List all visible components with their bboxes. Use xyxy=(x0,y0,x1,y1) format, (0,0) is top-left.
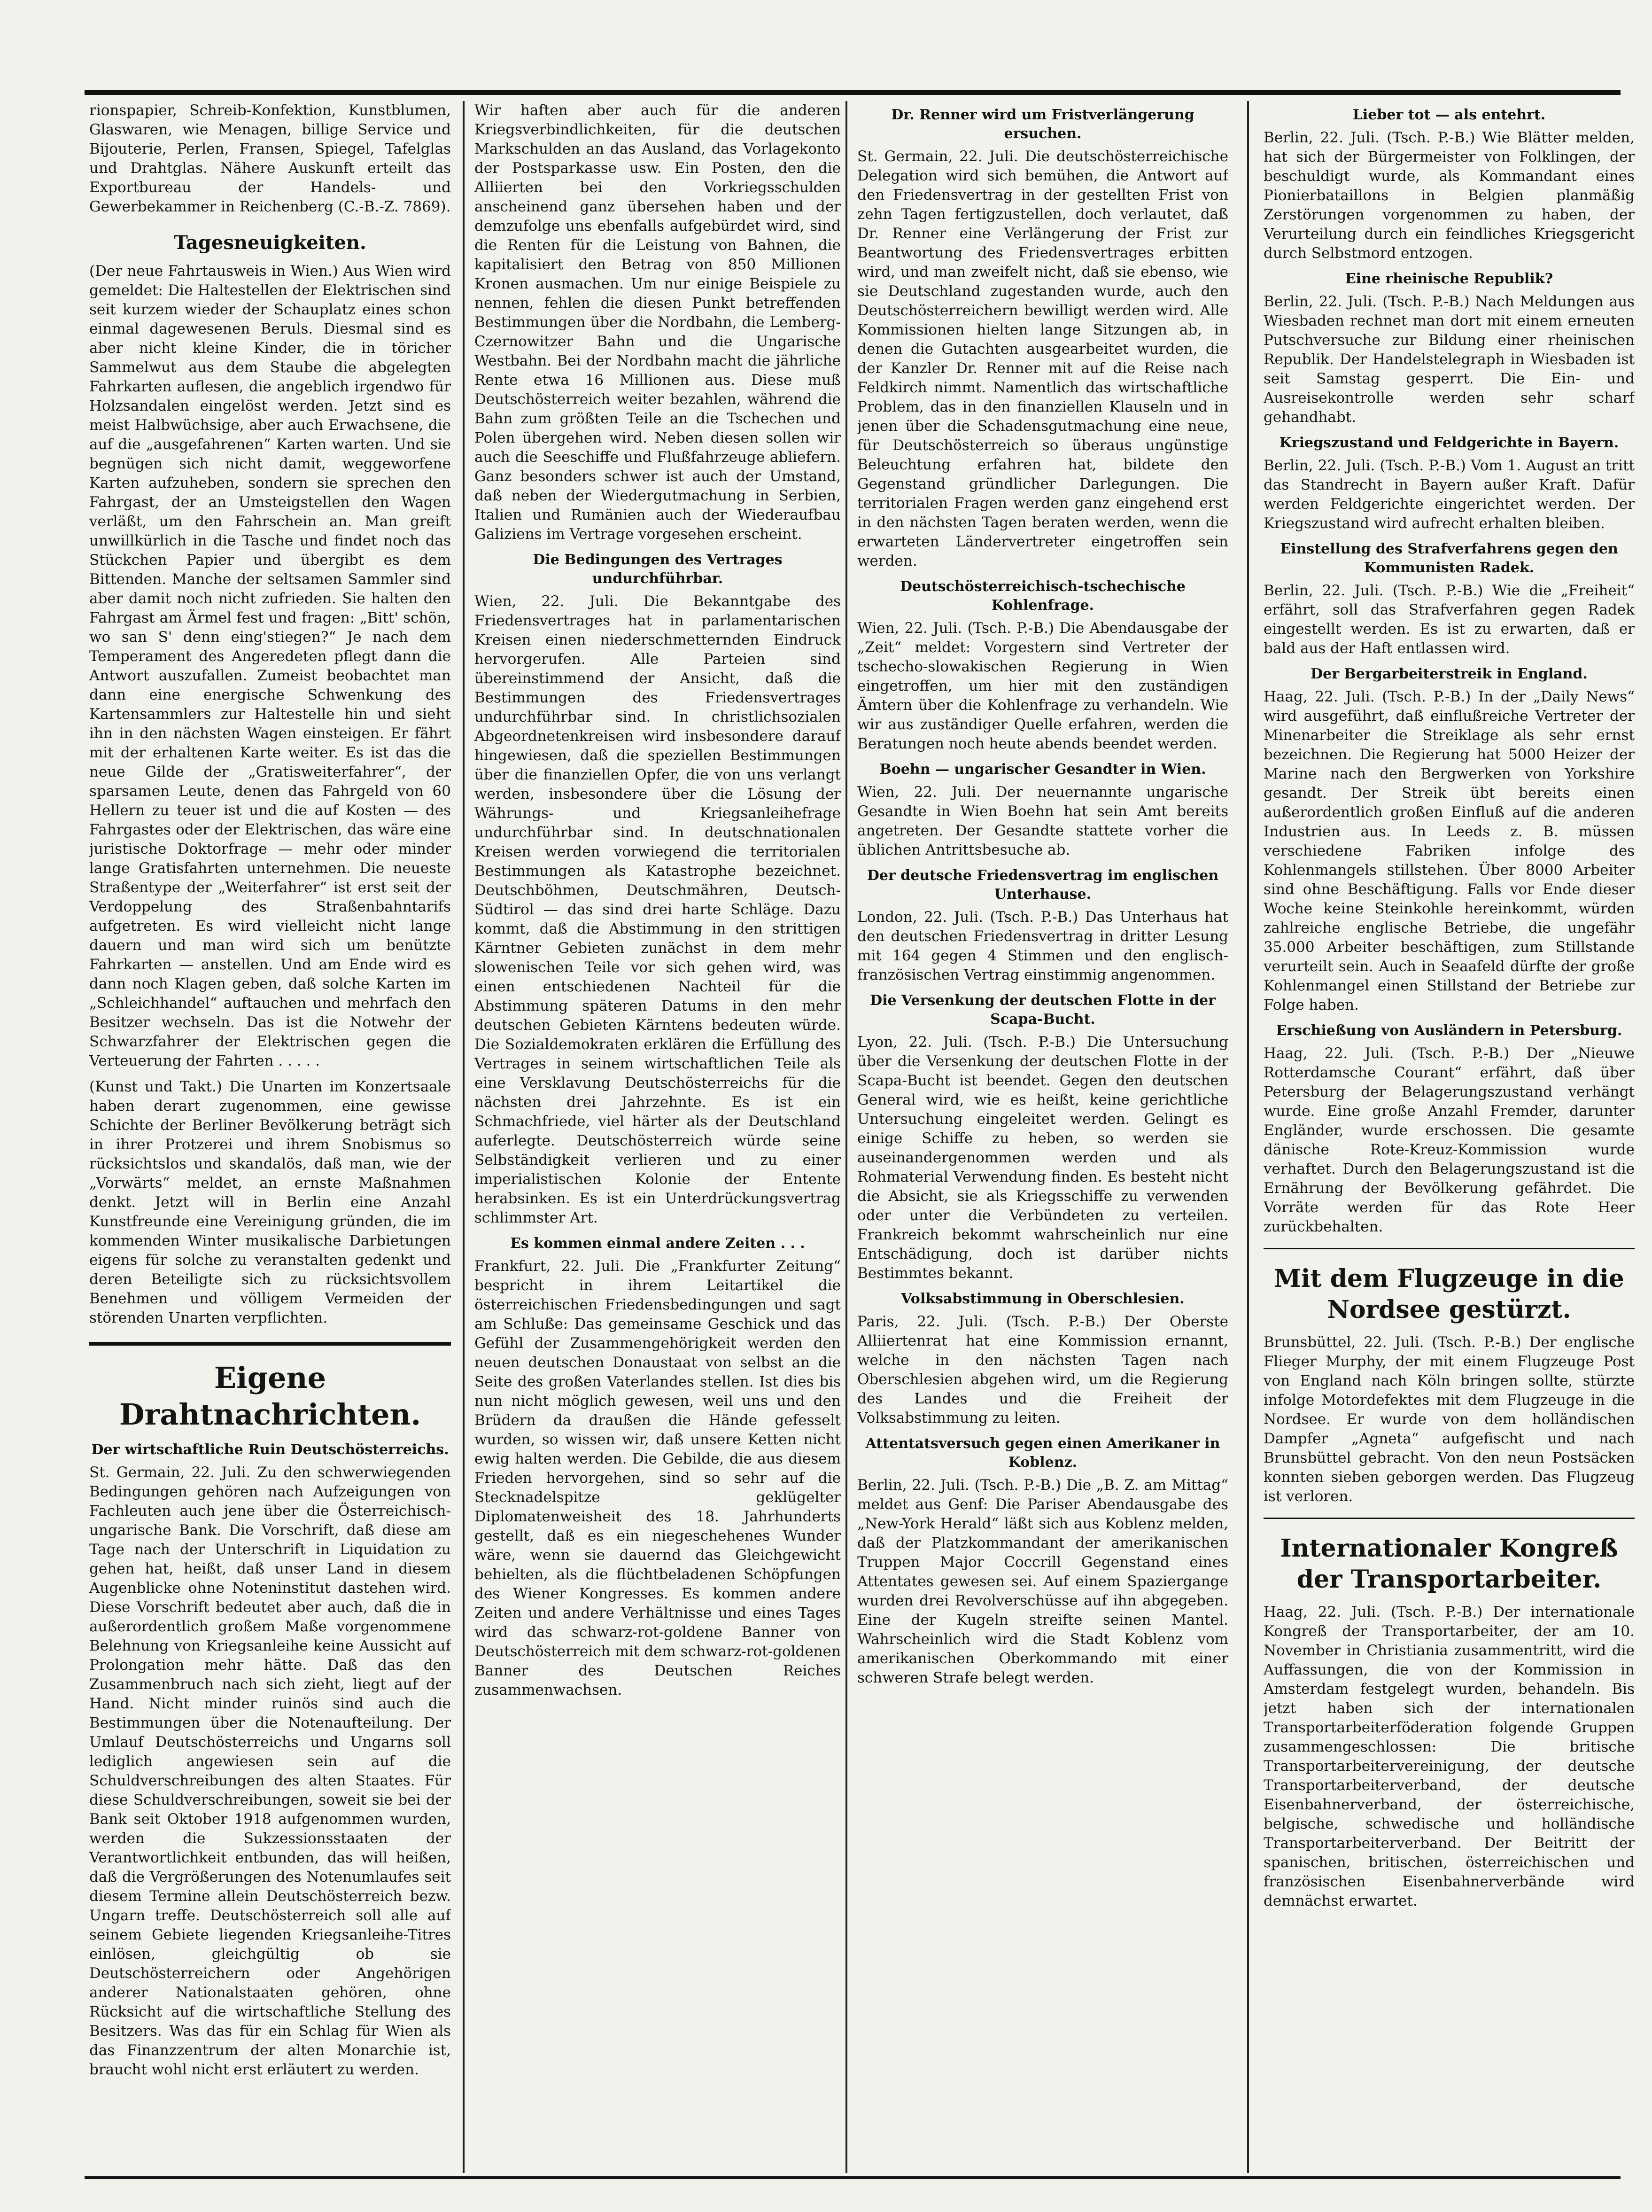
article-paragraph: Brunsbüttel, 22. Juli. (Tsch. P.-B.) Der englische Flieger Murphy, der mit einem Flugzeuge Post von England nach Köln bringen sollte, stürzte infolge Motordefektes mit dem Flugzeuge in die Nordsee. Er wurde von dem holländischen Dampfer „Agneta“ aufgefischt und nach Brunsbüttel gebracht. Von den neun Postsäcken konnten sieben geborgen werden. Das Flugzeug ist verloren. xyxy=(1264,1334,1635,1505)
article-paragraph: Wien, 22. Juli. Die Bekanntgabe des Friedensvertrages hat in parlamentarischen Kreisen einen niederschmetternden Eindruck hervorgerufen. Alle Parteien sind übereinstimmend der Ansicht, daß die Bestimmungen des Friedensvertrages undurchführbar sind. In christlichsozialen Abgeordnetenkreisen wird insbesondere darauf hingewiesen, daß die speziellen Bestimmungen über die finanziellen Opfer, die von uns verlangt werden, insbesondere über die Lösung der Währungs- und Kriegsanleihefrage undurchführbar sind. In deutschnationalen Kreisen werden vorwiegend die territorialen Bestimmungen als Katastrophe bezeichnet. Deutschböhmen, Deutschmähren, Deutsch-Südtirol — das sind drei harte Schläge. Dazu kommt, daß die Abstimmung in den strittigen Kärntner Gebieten zunächst in dem mehr slowenischen Teile vor sich gehen wird, was einen entschiedenen Nachteil für die Abstimmung späteren Datums in den mehr deutschen Gebieten Kärntens bedeuten würde. Die Sozialdemokraten erklären die Erfüllung des Vertrages in seinem wirtschaftlichen Teile als eine Versklavung Deutschösterreichs für die nächsten drei Jahrzehnte. Es ist ein Schmachfriede, viel härter als der Deutschland auferlegte. Deutschösterreich würde seine Selbständigkeit verlieren und zu einer imperialistischen Kolonie der Entente herabsinken. Es ist ein Unterdrückungsvertrag schlimmster Art. xyxy=(474,593,841,1226)
column-2 xyxy=(474,101,841,2173)
article-headline: Lieber tot — als entehrt. xyxy=(1352,107,1546,123)
article-headline: Der deutsche Friedensvertrag im englischen Unterhause. xyxy=(867,867,1219,903)
article-headline: Volksabstimmung in Oberschlesien. xyxy=(901,1291,1185,1307)
article-paragraph: Wien, 22. Juli. (Tsch. P.-B.) Die Abendausgabe der „Zeit“ meldet: Vorgestern sind Vertreter der tschecho-slowakischen Regierung in Wien eingetroffen, um hier mit den zuständigen Ämtern über die Kohlenfrage zu verhandeln. Wie wir aus zuständiger Quelle erfahren, werden die Beratungen noch heute abends beendet werden. xyxy=(857,620,1228,752)
section-heading: Eigene Drahtnachrichten. xyxy=(119,1361,421,1432)
bottom-rule xyxy=(85,2176,1621,2179)
article-headline: Dr. Renner wird um Fristverlängerung ersuchen. xyxy=(891,107,1194,142)
article-paragraph: Paris, 22. Juli. (Tsch. P.-B.) Der Oberste Alliiertenrat hat eine Kommission ernannt, welche in den nächsten Tagen nach Oberschlesien abgehen wird, um die Regierung des Landes und die Freiheit der Volksabstimmung zu leiten. xyxy=(857,1313,1228,1426)
article-paragraph: Berlin, 22. Juli. (Tsch. P.-B.) Wie Blätter melden, hat sich der Bürgermeister von Folklingen, der beschuldigt wurde, als Kommandant eines Pionierbataillons in Belgien planmäßig Zerstörungen vorgenommen zu haben, der Verurteilung durch ein feindliches Kriegsgericht durch Selbstmord entzogen. xyxy=(1264,129,1635,262)
article-headline: Eine rheinische Republik? xyxy=(1345,271,1553,287)
top-rule xyxy=(85,90,1621,95)
column-1 xyxy=(89,101,451,2173)
article-paragraph: Berlin, 22. Juli. (Tsch. P.-B.) Die „B. Z. am Mittag“ meldet aus Genf: Die Pariser Abendausgabe des „New-York Herald“ läßt sich aus Koblenz melden, daß der Platzkommandant der amerikanischen Truppen Major Coccrill Gegenstand eines Attentates gewesen sei. Auf einem Spaziergange wurden drei Revolverschüsse auf ihn abgegeben. Eine der Kugeln streifte seinen Mantel. Wahrscheinlich wird die Stadt Koblenz vom amerikanischen Oberkommando mit einer schweren Strafe belegt werden. xyxy=(857,1477,1228,1686)
article-paragraph: Haag, 22. Juli. (Tsch. P.-B.) In der „Daily News“ wird ausgeführt, daß einflußreiche Vertreter der Minenarbeiter die Streiklage als sehr ernst bezeichnen. Die Regierung hat 5000 Heizer der Marine nach den Bergwerken von Yorkshire gesandt. Der Streik übt bereits einen außerordentlich großen Einfluß auf die anderen Industrien aus. In Leeds z. B. müssen verschiedene Fabriken infolge des Kohlenmangels stillstehen. Über 8000 Arbeiter sind ohne Beschäftigung. Falls vor Ende dieser Woche keine Steinkohle hereinkommt, würden zahlreiche englische Betriebe, die ungefähr 35.000 Arbeiter beschäftigen, zum Stillstande verurteilt sein. Auch in Seaafeld dürfte der große Kohlenmangel einen Stillstand der Betriebe zur Folge haben. xyxy=(1264,688,1635,1013)
article-headline: Boehn — ungarischer Gesandter in Wien. xyxy=(879,761,1206,778)
section-heading: Mit dem Flugzeuge in die Nordsee gestürzt. xyxy=(1274,1264,1624,1324)
article-headline: Einstellung des Strafverfahrens gegen den Kommunisten Radek. xyxy=(1280,541,1618,576)
article-paragraph: Wir haften aber auch für die anderen Kriegsverbindlichkeiten, für die deutschen Markschulden an das Ausland, das Vorlagekonto der Postsparkasse usw. Ein Posten, den die Alliierten bei den Vorkriegsschulden anscheinend ganz übersehen haben und der demzufolge uns ebenfalls aufgebürdet wird, sind die Renten für die Leistung von Bahnen, die kapitalisiert den Betrag von 850 Millionen Kronen ausmachen. Um nur einige Beispiele zu nennen, fehlen die diesen Punkt betreffenden Bestimmungen über die Nordbahn, die Lemberg-Czernowitzer Bahn und die Ungarische Westbahn. Bei der Nordbahn macht die jährliche Rente etwa 16 Millionen aus. Diese muß Deutschösterreich weiter bezahlen, während die Bahn zum größten Teile an die Tschechen und Polen übergehen wird. Neben diesen sollen wir auch die Seeschiffe und Flußfahrzeuge abliefern. Ganz besonders schwer ist auch der Umstand, daß neben der Wiedergutmachung in Serbien, Italien und Rumänien auch der Wiederaufbau Galiziens im Vertrage vorgesehen erscheint. xyxy=(474,102,841,543)
article-paragraph: Lyon, 22. Juli. (Tsch. P.-B.) Die Untersuchung über die Versenkung der deutschen Flotte in der Scapa-Bucht ist beendet. Gegen den deutschen General wird, wie es heißt, keine gerichtliche Untersuchung eingeleitet werden. Gelingt es einige Schiffe zu heben, so werden sie auseinandergenommen werden und als Rohmaterial Verwendung finden. Es besteht nicht die Absicht, sie als Kriegsschiffe zu verwenden oder unter die Verbündeten zu verteilen. Frankreich bekommt wahrscheinlich nur eine Entschädigung, doch ist darüber nichts Bestimmtes bekannt. xyxy=(857,1034,1228,1282)
article-headline: Der wirtschaftliche Ruin Deutschösterreichs. xyxy=(91,1441,449,1458)
column-divider xyxy=(463,101,465,2173)
article-paragraph: Berlin, 22. Juli. (Tsch. P.-B.) Vom 1. August an tritt das Standrecht in Bayern außer Kraft. Dafür werden Feldgerichte eingerichtet werden. Der Kriegszustand wird aufrecht erhalten bleiben. xyxy=(1264,457,1635,532)
section-rule xyxy=(1264,1248,1635,1249)
section-rule xyxy=(1264,1518,1635,1519)
article-headline: Der Bergarbeiterstreik in England. xyxy=(1311,666,1588,682)
column-divider xyxy=(1247,101,1249,2173)
column-3 xyxy=(857,101,1228,2173)
article-paragraph: Berlin, 22. Juli. (Tsch. P.-B.) Nach Meldungen aus Wiesbaden rechnet man dort mit einem erneuten Putschversuche zur Bildung einer rheinischen Republik. Der Handelstelegraph in Wiesbaden ist seit Samstag gesperrt. Die Ein- und Ausreisekontrolle werden sehr scharf gehandhabt. xyxy=(1264,293,1635,426)
section-rule xyxy=(89,1342,451,1346)
column-divider xyxy=(845,101,847,2173)
article-headline: Die Versenkung der deutschen Flotte in der Scapa-Bucht. xyxy=(870,992,1216,1028)
article-paragraph: Berlin, 22. Juli. (Tsch. P.-B.) Wie die „Freiheit“ erfährt, soll das Strafverfahren gegen Radek eingestellt werden. Es ist zu erwarten, daß er bald aus der Haft entlassen wird. xyxy=(1264,582,1635,657)
article-paragraph: (Der neue Fahrtausweis in Wien.) Aus Wien wird gemeldet: Die Haltestellen der Elektrischen sind seit kurzem wieder der Schauplatz eines schon einmal dagewesenen Beruls. Diesmal sind es aber nicht kleine Kinder, die in töricher Sammelwut aus dem Staube die abgelegten Fahrkarten auflesen, die angeblich irgendwo für Holzsandalen eingelöst werden. Jetzt sind es meist Halbwüchsige, aber auch Erwachsene, die auf die „ausgefahrenen“ Karten warten. Und sie begnügen sich nicht damit, weggeworfene Karten aufzuheben, sondern sie sprechen den Fahrgast, der an Umsteigstellen den Wagen verläßt, um den Fahrschein an. Man greift unwillkürlich in die Tasche und findet noch das Stückchen Papier und übergibt es dem Bittenden. Manche der seltsamen Sammler sind aber damit noch nicht zufrieden. Sie halten den Fahrgast am Ärmel fest und fragen: „Bitt' schön, wo san S' denn eing'stiegen?“ Je nach dem Temperament des Angeredeten pflegt dann die Antwort auszufallen. Zumeist beobachtet man dann eine energische Schwenkung des Kartensammlers zur Haltestelle hin und sieht ihn in den nächsten Wagen einsteigen. Er fährt mit der erhaltenen Karte weiter. Es ist das die neue Gilde der „Gratisweiterfahrer“, der sparsamen Leute, denen das Fahrgeld von 60 Hellern zu teuer ist und die auf Kosten — des Fahrgastes oder der Elektrischen, das wäre eine juristische Doktorfrage — mehr oder minder lange Gratisfahrten unternehmen. Die neueste Straßentype der „Weiterfahrer“ ist erst seit der Verdoppelung des Straßenbahntarifs aufgetreten. Es wird vielleicht nicht lange dauern und man wird sich um benützte Fahrkarten — anstellen. Und am Ende wird es dann noch Klagen geben, daß solche Karten im „Schleichhandel“ auftauchen und mehrfach den Besitzer wechseln. Das ist die Notwehr der Schwarzfahrer der Elektrischen gegen die Verteuerung der Fahrten . . . . . xyxy=(89,263,451,1069)
article-headline: Erschießung von Ausländern in Petersburg. xyxy=(1276,1022,1622,1039)
article-paragraph: Wien, 22. Juli. Der neuernannte ungarische Gesandte in Wien Boehn hat sein Amt bereits angetreten. Der Gesandte stattete vorher die üblichen Antrittsbesuche ab. xyxy=(857,784,1228,858)
section-heading: Tagesneuigkeiten. xyxy=(174,232,366,254)
article-paragraph: Haag, 22. Juli. (Tsch. P.-B.) Der internationale Kongreß der Transportarbeiter, der am 10. November in Christiania zusammentritt, wird die Auffassungen, die von der Kommission in Amsterdam festgelegt wurden, behandeln. Bis jetzt haben sich der internationalen Transportarbeiterföderation folgende Gruppen zusammengeschlossen: Die britische Transportarbeitervereinigung, der deutsche Transportarbeiterverband, der deutsche Eisenbahnerverband, der österreichische, belgische, schwedische und holländische Transportarbeiterverband. Der Beitritt der spanischen, britischen, österreichischen und französischen Eisenbahnerverbände wird demnächst erwartet. xyxy=(1264,1604,1635,1909)
section-heading: Internationaler Kongreß der Transportarbeiter. xyxy=(1280,1534,1618,1594)
article-paragraph: Haag, 22. Juli. (Tsch. P.-B.) Der „Nieuwe Rotterdamsche Courant“ erfährt, daß über Petersburg der Belagerungszustand verhängt wurde. Eine große Anzahl Fremder, darunter Engländer, wurde erschossen. Die gesamte dänische Rote-Kreuz-Kommission wurde verhaftet. Durch den Belagerungszustand ist die Ernährung der Bevölkerung gefährdet. Die Vorräte werden für das Rote Heer zurückbehalten. xyxy=(1264,1045,1635,1235)
article-headline: Es kommen einmal andere Zeiten . . . xyxy=(510,1235,805,1252)
article-headline: Kriegszustand und Feldgerichte in Bayern. xyxy=(1279,435,1619,451)
column-4 xyxy=(1264,101,1635,2173)
article-paragraph: St. Germain, 22. Juli. Die deutschösterreichische Delegation wird sich bemühen, die Antwort auf den Friedensvertrag in der gestellten Frist von zehn Tagen fertigzustellen, doch verlautet, daß Dr. Renner eine Verlängerung der Frist zur Beantwortung des Friedensvertrages erbitten wird, und man zweifelt nicht, daß sie ebenso, wie sie Deutschland zugestanden wurde, auch den Deutschösterreichern bewilligt werden wird. Alle Kommissionen hielten lange Sitzungen ab, in denen die Gutachten ausgearbeitet wurden, die der Kanzler Dr. Renner mit auf die Reise nach Feldkirch nimmt. Namentlich das wirtschaftliche Problem, das in den finanziellen Klauseln und in jenen über die Schadensgutmachung eine neue, für Deutschösterreich so überaus ungünstige Beleuchtung erfahren hat, bildete den Gegenstand gründlicher Darlegungen. Die territorialen Fragen werden ganz eingehend erst in den nächsten Tagen beraten werden, wenn die erwarteten Ländervertreter eingetroffen sein werden. xyxy=(857,148,1228,569)
article-headline: Attentatsversuch gegen einen Amerikaner in Koblenz. xyxy=(865,1435,1220,1471)
article-headline: Deutschösterreichisch-tschechische Kohlenfrage. xyxy=(900,578,1186,614)
article-paragraph: (Kunst und Takt.) Die Unarten im Konzertsaale haben derart zugenommen, eine gewisse Schichte der Berliner Bevölkerung beträgt sich in ihrer Protzerei und ihrem Snobismus so rücksichtslos und skandalös, daß man, wie der „Vorwärts“ meldet, an ernste Maßnahmen denkt. Jetzt will in Berlin eine Anzahl Kunstfreunde eine Vereinigung gründen, die im kommenden Winter musikalische Darbietungen eigens für solche zu veranstalten gedenkt und deren Beteiligte sich zu rücksichtsvollem Benehmen und völligem Vermeiden der störenden Unarten verpflichten. xyxy=(89,1078,451,1326)
article-paragraph: London, 22. Juli. (Tsch. P.-B.) Das Unterhaus hat den deutschen Friedensvertrag in dritter Lesung mit 164 gegen 4 Stimmen und den englisch-französischen Vertrag einstimmig angenommen. xyxy=(857,909,1228,983)
article-headline: Die Bedingungen des Vertrages undurchführbar. xyxy=(533,552,783,587)
article-paragraph: St. Germain, 22. Juli. Zu den schwerwiegenden Bedingungen gehören nach Aufzeigungen von Fachleuten auch jene über die Österreichisch-ungarische Bank. Die Vorschrift, daß diese am Tage nach der Unterschrift in Liquidation zu gehen hat, heißt, daß unser Land in diesem Augenblicke ohne Noteninstitut dastehen wird. Diese Vorschrift bedeutet aber auch, daß die in außerordentlich großem Maße vorgenommene Belehnung von Kriegsanleihe keine Aussicht auf Prolongation mehr hätte. Daß das den Zusammenbruch nach sich zieht, liegt auf der Hand. Nicht minder ruinös sind auch die Bestimmungen über die Notenaufteilung. Der Umlauf Deutschösterreichs und Ungarns soll lediglich angewiesen sein auf die Schuldverschreibungen des alten Staates. Für diese Schuldverschreibungen, soweit sie bei der Bank seit Oktober 1918 aufgenommen wurden, werden die Sukzessionsstaaten der Verantwortlichkeit entbunden, das will heißen, daß die Vergrößerungen des Notenumlaufes seit diesem Termine allein Deutschösterreich bezw. Ungarn treffe. Deutschösterreich soll alle auf seinem Gebiete liegenden Kriegsanleihe-Titres einlösen, gleichgültig ob sie Deutschösterreichern oder Angehörigen anderer Nationalstaaten gehören, ohne Rücksicht auf die wirtschaftliche Stellung des Besitzers. Was das für ein Schlag für Wien als das Finanzzentrum der alten Monarchie ist, braucht wohl nicht erst erläutert zu werden. xyxy=(89,1464,451,2078)
article-paragraph: rionspapier, Schreib-Konfektion, Kunstblumen, Glaswaren, wie Menagen, billige Service und Bijouterie, Perlen, Fransen, Spiegel, Tafelglas und Drahtglas. Nähere Auskunft erteilt das Exportbureau der Handels- und Gewerbekammer in Reichenberg (C.-B.-Z. 7869). xyxy=(89,102,451,215)
article-paragraph: Frankfurt, 22. Juli. Die „Frankfurter Zeitung“ bespricht in ihrem Leitartikel die österreichischen Friedensbedingungen und sagt am Schluße: Das gemeinsame Geschick und das Gefühl der Zusammengehörigkeit werden den neuen deutschen Donaustaat von selbst an die Seite des großen Vaterlandes stellen. Ist dies bis nun nicht möglich gewesen, weil uns und den Brüdern da draußen die Hände gefesselt wurden, so wissen wir, daß unsere Ketten nicht ewig halten werden. Die Gebilde, die aus diesem Frieden hervorgehen, sind so sehr auf die Stecknadelspitze geklügelter Diplomatenweisheit des 18. Jahrhunderts gestellt, daß es ein niegeschehenes Wunder wäre, wenn sie dauernd das Gleichgewicht behielten, als die flüchtbeladenen Schöpfungen des Wiener Kongresses. Es kommen andere Zeiten und andere Verhältnisse und eines Tages wird das schwarz-rot-goldene Banner von Deutschösterreich mit dem schwarz-rot-goldenen Banner des Deutschen Reiches zusammenwachsen. xyxy=(474,1258,841,1698)
